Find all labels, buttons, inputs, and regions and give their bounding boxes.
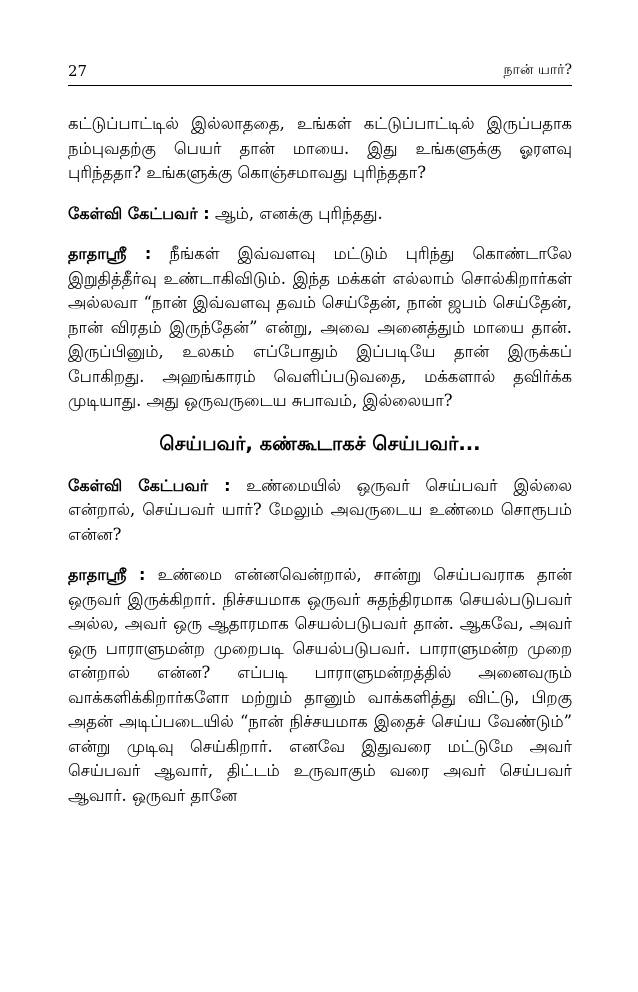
page-body xyxy=(68,112,572,808)
paragraph-text: கட்டுப்பாட்டில் இல்லாததை, உங்கள் கட்டுப்பாட்டில் இருப்பதாக நம்புவதற்கு பெயர் தான் மாயை. இது உங்களுக்கு ஓரளவு புரிந்ததா? உங்களுக்கு கொஞ்சமாவது புரிந்ததா? xyxy=(68,114,572,182)
paragraph-text: உண்மை என்னவென்றால், சான்று செய்பவராக தான் ஒருவர் இருக்கிறார். நிச்சயமாக ஒருவர் சுதந்திரமாக செயல்படுபவர் அல்ல, அவர் ஒரு ஆதாரமாக செயல்படுபவர் தான். ஆகவே, அவர் ஒரு பாராளுமன்ற முறைபடி செயல்படுபவர். பாராளுமன்ற முறை என்றால் என்ன? எப்படி பாராளுமன்றத்தில் அனைவரும் வாக்களிக்கிறார்களோ மற்றும் தானும் வாக்களித்து விட்டு, பிறகு அதன் அடிப்படையில் “நான் நிச்சயமாக இதைச் செய்ய வேண்டும்” என்று முடிவு செய்கிறார். எனவே இதுவரை மட்டுமே அவர் செய்பவர் ஆவார், திட்டம் உருவாகும் வரை அவர் செய்பவர் ஆவார். ஒருவர் தானே xyxy=(68,565,573,805)
book-title: நான் யார்? xyxy=(503,62,572,78)
page-number: 27 xyxy=(68,62,88,80)
paragraph-text: ஆம், எனக்கு புரிந்தது. xyxy=(214,203,383,223)
running-header xyxy=(68,62,572,86)
section-heading: செய்பவர், கண்கூடாகச் செய்பவர்... xyxy=(159,431,481,455)
paragraph-text: நீங்கள் இவ்வளவு மட்டும் புரிந்து கொண்டாலே இறுதித்தீர்வு உண்டாகிவிடும். இந்த மக்கள் எல்லாம் சொல்கிறார்கள் அல்லவா “நான் இவ்வளவு தவம் செய்தேன், நான் ஜபம் செய்தேன், நான் விரதம் இருந்தேன்” என்று, அவை அனைத்தும் மாயை தான். இருப்பினும், உலகம் எப்போதும் இப்படியே தான் இருக்கப் போகிறது. அஹங்காரம் வெளிப்படுவதை, மக்களால் தவிர்க்க முடியாது. அது ஒருவருடைய சுபாவம், இல்லையா? xyxy=(68,244,572,410)
paragraph xyxy=(68,112,572,186)
speaker-label: கேள்வி கேட்பவர் : xyxy=(68,203,210,223)
dialogue-paragraph xyxy=(68,242,572,414)
dialogue-paragraph xyxy=(68,202,572,227)
speaker-label: கேள்வி கேட்பவர் : xyxy=(68,475,231,495)
dialogue-paragraph xyxy=(68,474,572,548)
paragraph-text: உண்மையில் ஒருவர் செய்பவர் இல்லை என்றால், செய்பவர் யார்? மேலும் அவருடைய உண்மை சொரூபம் என்ன? xyxy=(68,475,572,544)
speaker-label: தாதாஸ்ரீ : xyxy=(68,244,152,263)
dialogue-paragraph xyxy=(68,563,572,808)
speaker-label: தாதாஸ்ரீ : xyxy=(68,565,146,584)
book-page xyxy=(68,62,572,808)
